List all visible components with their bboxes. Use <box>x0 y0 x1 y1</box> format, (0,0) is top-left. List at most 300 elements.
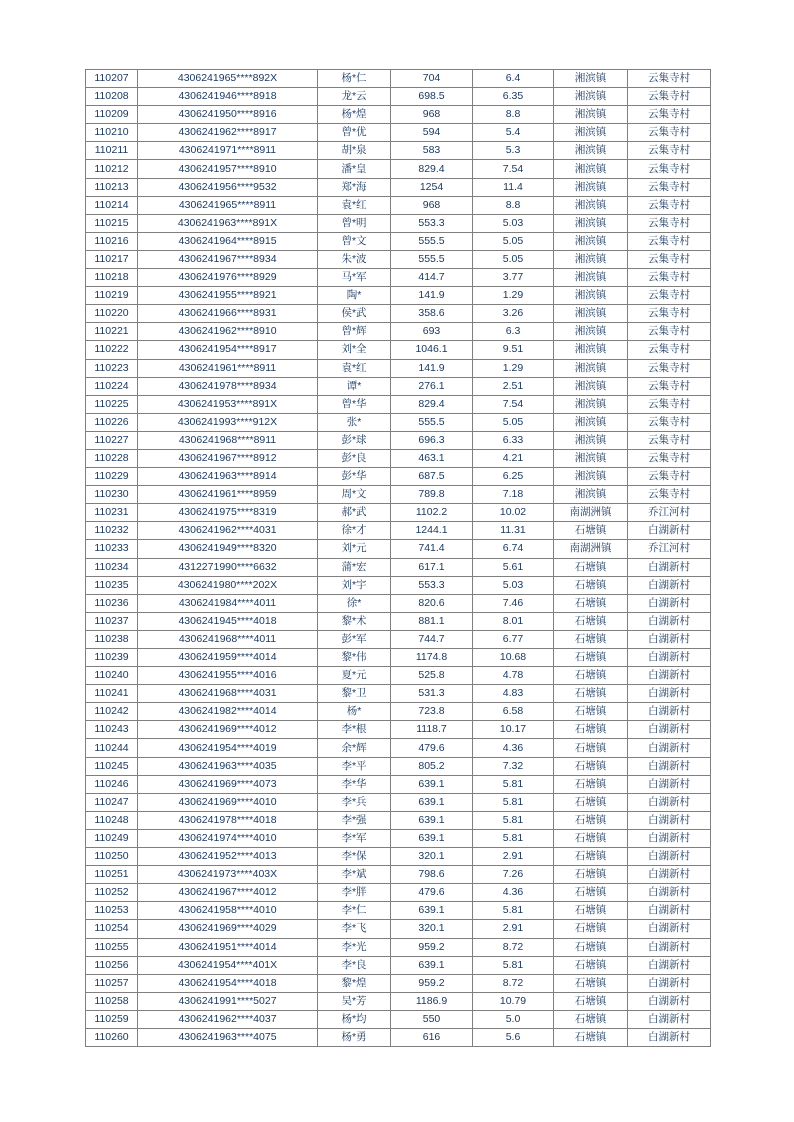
cell-amount: 829.4 <box>391 395 473 413</box>
table-row <box>86 866 711 884</box>
cell-village: 白湖新村 <box>628 811 711 829</box>
cell-id-number: 4306241984****4011 <box>138 594 318 612</box>
cell-serial-number: 110219 <box>86 287 138 305</box>
cell-amount: 1254 <box>391 178 473 196</box>
cell-serial-number: 110248 <box>86 811 138 829</box>
cell-id-number: 4306241962****4031 <box>138 522 318 540</box>
table-row <box>86 269 711 287</box>
cell-id-number: 4306241961****8911 <box>138 359 318 377</box>
cell-serial-number: 110231 <box>86 504 138 522</box>
cell-serial-number: 110222 <box>86 341 138 359</box>
cell-id-number: 4306241974****4010 <box>138 829 318 847</box>
cell-village: 云集寺村 <box>628 287 711 305</box>
cell-serial-number: 110228 <box>86 449 138 467</box>
cell-amount: 881.1 <box>391 612 473 630</box>
cell-town: 石塘镇 <box>554 848 628 866</box>
cell-amount: 744.7 <box>391 630 473 648</box>
cell-amount: 693 <box>391 323 473 341</box>
cell-amount: 959.2 <box>391 974 473 992</box>
cell-amount: 1244.1 <box>391 522 473 540</box>
cell-serial-number: 110246 <box>86 775 138 793</box>
cell-village: 白湖新村 <box>628 920 711 938</box>
cell-id-number: 4306241955****4016 <box>138 667 318 685</box>
cell-serial-number: 110211 <box>86 142 138 160</box>
cell-name: 陶* <box>318 287 391 305</box>
cell-id-number: 4306241961****8959 <box>138 486 318 504</box>
cell-id-number: 4306241969****4029 <box>138 920 318 938</box>
cell-serial-number: 110233 <box>86 540 138 558</box>
cell-id-number: 4306241963****891X <box>138 214 318 232</box>
table-row <box>86 848 711 866</box>
cell-village: 云集寺村 <box>628 359 711 377</box>
cell-name: 彭*军 <box>318 630 391 648</box>
cell-name: 李*胖 <box>318 884 391 902</box>
table-row <box>86 811 711 829</box>
cell-amount: 276.1 <box>391 377 473 395</box>
cell-id-number: 4306241975****8319 <box>138 504 318 522</box>
cell-serial-number: 110215 <box>86 214 138 232</box>
cell-name: 彭*良 <box>318 449 391 467</box>
cell-name: 吴*芳 <box>318 992 391 1010</box>
cell-id-number: 4306241966****8931 <box>138 305 318 323</box>
cell-name: 杨*均 <box>318 1010 391 1028</box>
cell-secondary-amount: 6.35 <box>473 88 554 106</box>
table-row <box>86 214 711 232</box>
cell-name: 侯*武 <box>318 305 391 323</box>
table-row <box>86 703 711 721</box>
cell-id-number: 4306241976****8929 <box>138 269 318 287</box>
cell-id-number: 4306241965****892X <box>138 70 318 88</box>
cell-town: 石塘镇 <box>554 739 628 757</box>
cell-village: 白湖新村 <box>628 848 711 866</box>
cell-town: 湘滨镇 <box>554 88 628 106</box>
cell-village: 云集寺村 <box>628 196 711 214</box>
table-row <box>86 250 711 268</box>
cell-village: 云集寺村 <box>628 449 711 467</box>
cell-secondary-amount: 4.78 <box>473 667 554 685</box>
cell-village: 云集寺村 <box>628 232 711 250</box>
cell-amount: 320.1 <box>391 920 473 938</box>
cell-amount: 968 <box>391 106 473 124</box>
cell-village: 白湖新村 <box>628 866 711 884</box>
table-row <box>86 793 711 811</box>
table-row <box>86 359 711 377</box>
table-row <box>86 395 711 413</box>
cell-id-number: 4306241954****401X <box>138 956 318 974</box>
cell-name: 李*兵 <box>318 793 391 811</box>
cell-secondary-amount: 9.51 <box>473 341 554 359</box>
cell-amount: 696.3 <box>391 431 473 449</box>
cell-village: 云集寺村 <box>628 106 711 124</box>
cell-amount: 414.7 <box>391 269 473 287</box>
cell-serial-number: 110247 <box>86 793 138 811</box>
cell-town: 石塘镇 <box>554 703 628 721</box>
cell-amount: 639.1 <box>391 829 473 847</box>
cell-name: 蒲*宏 <box>318 558 391 576</box>
cell-town: 石塘镇 <box>554 793 628 811</box>
cell-town: 石塘镇 <box>554 576 628 594</box>
cell-village: 云集寺村 <box>628 269 711 287</box>
table-row <box>86 178 711 196</box>
table-row <box>86 196 711 214</box>
cell-name: 李*飞 <box>318 920 391 938</box>
cell-town: 湘滨镇 <box>554 124 628 142</box>
cell-secondary-amount: 5.05 <box>473 232 554 250</box>
cell-amount: 805.2 <box>391 757 473 775</box>
table-row <box>86 974 711 992</box>
cell-id-number: 4306241967****8912 <box>138 449 318 467</box>
cell-amount: 829.4 <box>391 160 473 178</box>
cell-name: 胡*泉 <box>318 142 391 160</box>
cell-name: 袁*红 <box>318 196 391 214</box>
table-row <box>86 540 711 558</box>
cell-name: 李*强 <box>318 811 391 829</box>
cell-serial-number: 110235 <box>86 576 138 594</box>
cell-secondary-amount: 5.03 <box>473 576 554 594</box>
cell-id-number: 4306241945****4018 <box>138 612 318 630</box>
cell-id-number: 4306241969****4073 <box>138 775 318 793</box>
cell-secondary-amount: 4.21 <box>473 449 554 467</box>
cell-secondary-amount: 5.03 <box>473 214 554 232</box>
cell-secondary-amount: 7.54 <box>473 160 554 178</box>
cell-village: 白湖新村 <box>628 775 711 793</box>
cell-serial-number: 110239 <box>86 649 138 667</box>
cell-village: 云集寺村 <box>628 341 711 359</box>
cell-name: 李*光 <box>318 938 391 956</box>
cell-id-number: 4306241951****4014 <box>138 938 318 956</box>
cell-secondary-amount: 5.81 <box>473 793 554 811</box>
cell-amount: 553.3 <box>391 576 473 594</box>
cell-town: 石塘镇 <box>554 757 628 775</box>
cell-village: 乔江河村 <box>628 540 711 558</box>
cell-village: 白湖新村 <box>628 1010 711 1028</box>
cell-secondary-amount: 1.29 <box>473 359 554 377</box>
cell-serial-number: 110249 <box>86 829 138 847</box>
cell-name: 袁*红 <box>318 359 391 377</box>
cell-secondary-amount: 5.81 <box>473 775 554 793</box>
cell-secondary-amount: 10.68 <box>473 649 554 667</box>
cell-name: 李*军 <box>318 829 391 847</box>
cell-village: 白湖新村 <box>628 576 711 594</box>
cell-amount: 141.9 <box>391 359 473 377</box>
cell-amount: 639.1 <box>391 811 473 829</box>
cell-name: 刘*元 <box>318 540 391 558</box>
cell-amount: 723.8 <box>391 703 473 721</box>
cell-name: 周*文 <box>318 486 391 504</box>
cell-id-number: 4306241991****5027 <box>138 992 318 1010</box>
table-row <box>86 160 711 178</box>
cell-id-number: 4306241956****9532 <box>138 178 318 196</box>
cell-town: 湘滨镇 <box>554 468 628 486</box>
cell-serial-number: 110221 <box>86 323 138 341</box>
table-body <box>86 70 711 1047</box>
cell-secondary-amount: 8.72 <box>473 974 554 992</box>
cell-secondary-amount: 4.36 <box>473 884 554 902</box>
cell-village: 白湖新村 <box>628 667 711 685</box>
cell-amount: 550 <box>391 1010 473 1028</box>
cell-amount: 555.5 <box>391 250 473 268</box>
cell-secondary-amount: 5.81 <box>473 902 554 920</box>
cell-secondary-amount: 7.46 <box>473 594 554 612</box>
cell-secondary-amount: 7.54 <box>473 395 554 413</box>
table-row <box>86 902 711 920</box>
cell-name: 曾*文 <box>318 232 391 250</box>
cell-serial-number: 110251 <box>86 866 138 884</box>
cell-secondary-amount: 5.05 <box>473 413 554 431</box>
cell-village: 云集寺村 <box>628 250 711 268</box>
cell-name: 彭*华 <box>318 468 391 486</box>
cell-name: 朱*波 <box>318 250 391 268</box>
cell-secondary-amount: 6.3 <box>473 323 554 341</box>
cell-amount: 687.5 <box>391 468 473 486</box>
cell-serial-number: 110237 <box>86 612 138 630</box>
cell-id-number: 4306241993****912X <box>138 413 318 431</box>
table-row <box>86 377 711 395</box>
table-row <box>86 721 711 739</box>
cell-amount: 594 <box>391 124 473 142</box>
table-row <box>86 323 711 341</box>
table-row <box>86 992 711 1010</box>
cell-village: 白湖新村 <box>628 829 711 847</box>
cell-town: 湘滨镇 <box>554 359 628 377</box>
cell-id-number: 4306241946****8918 <box>138 88 318 106</box>
table-row <box>86 1010 711 1028</box>
table-row <box>86 70 711 88</box>
cell-serial-number: 110230 <box>86 486 138 504</box>
cell-amount: 639.1 <box>391 793 473 811</box>
cell-village: 白湖新村 <box>628 649 711 667</box>
cell-serial-number: 110253 <box>86 902 138 920</box>
cell-town: 湘滨镇 <box>554 70 628 88</box>
cell-name: 黎*术 <box>318 612 391 630</box>
cell-amount: 525.8 <box>391 667 473 685</box>
cell-name: 刘*全 <box>318 341 391 359</box>
cell-secondary-amount: 8.8 <box>473 196 554 214</box>
cell-serial-number: 110250 <box>86 848 138 866</box>
table-row <box>86 142 711 160</box>
cell-name: 夏*元 <box>318 667 391 685</box>
records-table <box>85 69 711 1047</box>
cell-serial-number: 110208 <box>86 88 138 106</box>
cell-amount: 583 <box>391 142 473 160</box>
table-row <box>86 594 711 612</box>
cell-id-number: 4306241967****4012 <box>138 884 318 902</box>
cell-amount: 1186.9 <box>391 992 473 1010</box>
cell-secondary-amount: 7.26 <box>473 866 554 884</box>
cell-amount: 1118.7 <box>391 721 473 739</box>
table-row <box>86 667 711 685</box>
cell-name: 余*辉 <box>318 739 391 757</box>
cell-town: 湘滨镇 <box>554 413 628 431</box>
cell-name: 郑*海 <box>318 178 391 196</box>
cell-town: 石塘镇 <box>554 956 628 974</box>
cell-secondary-amount: 2.91 <box>473 920 554 938</box>
table-row <box>86 576 711 594</box>
cell-amount: 617.1 <box>391 558 473 576</box>
cell-village: 白湖新村 <box>628 703 711 721</box>
cell-amount: 141.9 <box>391 287 473 305</box>
table-row <box>86 287 711 305</box>
cell-village: 白湖新村 <box>628 884 711 902</box>
cell-serial-number: 110223 <box>86 359 138 377</box>
cell-town: 石塘镇 <box>554 866 628 884</box>
cell-amount: 358.6 <box>391 305 473 323</box>
table-row <box>86 685 711 703</box>
cell-town: 石塘镇 <box>554 612 628 630</box>
cell-village: 云集寺村 <box>628 88 711 106</box>
cell-serial-number: 110207 <box>86 70 138 88</box>
cell-serial-number: 110214 <box>86 196 138 214</box>
cell-town: 湘滨镇 <box>554 178 628 196</box>
cell-town: 石塘镇 <box>554 902 628 920</box>
cell-secondary-amount: 11.31 <box>473 522 554 540</box>
cell-village: 白湖新村 <box>628 685 711 703</box>
cell-serial-number: 110226 <box>86 413 138 431</box>
cell-village: 白湖新村 <box>628 594 711 612</box>
cell-name: 徐*才 <box>318 522 391 540</box>
cell-name: 杨* <box>318 703 391 721</box>
table-row <box>86 413 711 431</box>
cell-serial-number: 110259 <box>86 1010 138 1028</box>
cell-secondary-amount: 4.36 <box>473 739 554 757</box>
cell-village: 云集寺村 <box>628 486 711 504</box>
table-row <box>86 468 711 486</box>
table-row <box>86 920 711 938</box>
cell-village: 云集寺村 <box>628 468 711 486</box>
cell-town: 石塘镇 <box>554 649 628 667</box>
table-row <box>86 305 711 323</box>
cell-town: 湘滨镇 <box>554 486 628 504</box>
cell-name: 张* <box>318 413 391 431</box>
cell-id-number: 4306241969****4012 <box>138 721 318 739</box>
cell-village: 白湖新村 <box>628 739 711 757</box>
cell-town: 湘滨镇 <box>554 287 628 305</box>
cell-town: 石塘镇 <box>554 630 628 648</box>
cell-village: 云集寺村 <box>628 70 711 88</box>
cell-secondary-amount: 7.32 <box>473 757 554 775</box>
cell-amount: 698.5 <box>391 88 473 106</box>
cell-secondary-amount: 6.74 <box>473 540 554 558</box>
cell-town: 湘滨镇 <box>554 196 628 214</box>
cell-amount: 320.1 <box>391 848 473 866</box>
cell-id-number: 4306241973****403X <box>138 866 318 884</box>
cell-town: 湘滨镇 <box>554 269 628 287</box>
cell-id-number: 4306241958****4010 <box>138 902 318 920</box>
cell-town: 石塘镇 <box>554 920 628 938</box>
cell-amount: 704 <box>391 70 473 88</box>
cell-village: 乔江河村 <box>628 504 711 522</box>
cell-secondary-amount: 5.6 <box>473 1028 554 1046</box>
cell-village: 云集寺村 <box>628 431 711 449</box>
cell-town: 石塘镇 <box>554 558 628 576</box>
cell-id-number: 4306241962****8917 <box>138 124 318 142</box>
cell-serial-number: 110258 <box>86 992 138 1010</box>
table-row <box>86 106 711 124</box>
cell-name: 李*保 <box>318 848 391 866</box>
table-row <box>86 757 711 775</box>
cell-id-number: 4306241954****8917 <box>138 341 318 359</box>
cell-name: 彭*球 <box>318 431 391 449</box>
cell-name: 李*平 <box>318 757 391 775</box>
cell-amount: 463.1 <box>391 449 473 467</box>
cell-village: 云集寺村 <box>628 413 711 431</box>
table-row <box>86 232 711 250</box>
cell-village: 白湖新村 <box>628 938 711 956</box>
cell-village: 白湖新村 <box>628 757 711 775</box>
cell-id-number: 4306241962****8910 <box>138 323 318 341</box>
cell-town: 石塘镇 <box>554 685 628 703</box>
cell-serial-number: 110213 <box>86 178 138 196</box>
cell-amount: 968 <box>391 196 473 214</box>
cell-name: 刘*宇 <box>318 576 391 594</box>
cell-name: 李*华 <box>318 775 391 793</box>
cell-town: 石塘镇 <box>554 594 628 612</box>
cell-secondary-amount: 3.26 <box>473 305 554 323</box>
cell-name: 杨*煌 <box>318 106 391 124</box>
cell-secondary-amount: 8.01 <box>473 612 554 630</box>
table-row <box>86 612 711 630</box>
cell-town: 湘滨镇 <box>554 160 628 178</box>
cell-secondary-amount: 6.77 <box>473 630 554 648</box>
cell-id-number: 4306241969****4010 <box>138 793 318 811</box>
cell-serial-number: 110210 <box>86 124 138 142</box>
cell-amount: 1046.1 <box>391 341 473 359</box>
cell-name: 李*根 <box>318 721 391 739</box>
table-row <box>86 486 711 504</box>
cell-amount: 959.2 <box>391 938 473 956</box>
cell-town: 石塘镇 <box>554 721 628 739</box>
cell-serial-number: 110236 <box>86 594 138 612</box>
cell-id-number: 4306241949****8320 <box>138 540 318 558</box>
cell-id-number: 4306241965****8911 <box>138 196 318 214</box>
table-row <box>86 431 711 449</box>
cell-name: 李*斌 <box>318 866 391 884</box>
cell-name: 杨*仁 <box>318 70 391 88</box>
cell-town: 石塘镇 <box>554 884 628 902</box>
cell-village: 白湖新村 <box>628 1028 711 1046</box>
cell-town: 湘滨镇 <box>554 142 628 160</box>
cell-village: 云集寺村 <box>628 395 711 413</box>
cell-secondary-amount: 2.91 <box>473 848 554 866</box>
cell-town: 湘滨镇 <box>554 395 628 413</box>
cell-secondary-amount: 10.02 <box>473 504 554 522</box>
cell-secondary-amount: 5.81 <box>473 811 554 829</box>
cell-amount: 639.1 <box>391 775 473 793</box>
cell-secondary-amount: 6.33 <box>473 431 554 449</box>
cell-town: 石塘镇 <box>554 775 628 793</box>
cell-village: 白湖新村 <box>628 522 711 540</box>
cell-village: 云集寺村 <box>628 305 711 323</box>
cell-town: 湘滨镇 <box>554 305 628 323</box>
cell-amount: 820.6 <box>391 594 473 612</box>
table-row <box>86 341 711 359</box>
cell-name: 徐* <box>318 594 391 612</box>
cell-village: 白湖新村 <box>628 956 711 974</box>
cell-serial-number: 110238 <box>86 630 138 648</box>
cell-secondary-amount: 1.29 <box>473 287 554 305</box>
cell-amount: 555.5 <box>391 413 473 431</box>
table-row <box>86 449 711 467</box>
table-row <box>86 938 711 956</box>
cell-secondary-amount: 4.83 <box>473 685 554 703</box>
cell-secondary-amount: 6.58 <box>473 703 554 721</box>
cell-village: 云集寺村 <box>628 142 711 160</box>
cell-id-number: 4306241963****8914 <box>138 468 318 486</box>
cell-secondary-amount: 7.18 <box>473 486 554 504</box>
cell-serial-number: 110244 <box>86 739 138 757</box>
cell-id-number: 4306241978****4018 <box>138 811 318 829</box>
cell-name: 黎*煌 <box>318 974 391 992</box>
